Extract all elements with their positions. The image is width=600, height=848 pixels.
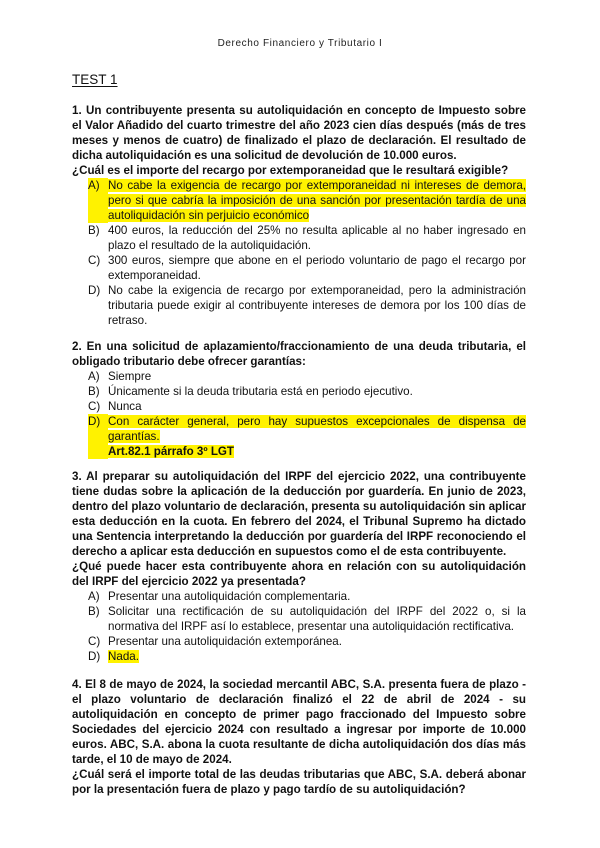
- option-letter: D): [88, 414, 108, 459]
- option-text: No cabe la exigencia de recargo por extemporaneidad, pero la administración tributaria puede exigir al contribuyente intereses de demora por los 100 días de retraso.: [108, 284, 526, 327]
- question-4-statement: 4. El 8 de mayo de 2024, la sociedad mercantil ABC, S.A. presenta fuera de plazo - el plazo voluntario de declaración finalizó el 22 de abril de 2024 - su autoliquidación en concepto de primer pago fraccionado del Impuesto sobre Sociedades del ejercicio 2024 con resultado a ingresar por importe de 10.000 euros. ABC, S.A. abona la cuota resultante de dicha autoliquidación dos días más tarde, el 10 de mayo de 2024.: [72, 678, 526, 766]
- option-letter: B): [88, 224, 100, 237]
- option-text-highlighted: No cabe la exigencia de recargo por extemporaneidad ni intereses de demora, pero si que cabría la imposición de una sanción por presentación tardía de una autoliquidación sin perjuicio económico: [108, 179, 526, 222]
- question-4-prompt: ¿Cuál será el importe total de las deudas tributarias que ABC, S.A. deberá abonar por la presentación fuera de plazo y pago tardío de su autoliquidación?: [72, 768, 526, 796]
- option-text-highlighted: Con carácter general, pero hay supuestos excepcionales de dispensa de garantías.: [108, 415, 526, 443]
- question-1-option-a: [88, 178, 526, 223]
- question-3-statement: 3. Al preparar su autoliquidación del IRPF del ejercicio 2022, una contribuyente tiene dudas sobre la aplicación de la deducción por guardería. En junio de 2023, dentro del plazo voluntario de declaración, presenta su autoliquidación sin aplicar esta deducción en la cuota. En febrero del 2024, el Tribunal Supremo ha dictado una Sentencia interpretando la deducción por guardería del IRPF reconociendo el derecho a aplicar esta deducción en supuestos como el de esta contribuyente.: [72, 470, 526, 558]
- question-1-statement: 1. Un contribuyente presenta su autoliquidación en concepto de Impuesto sobre el Valor Añadido del cuarto trimestre del año 2023 cien días después (más de tres meses y menos de cuatro) de finalizado el plazo de declaración. El resultado de dicha autoliquidación es una solicitud de devolución de 10.000 euros.: [72, 104, 526, 162]
- question-3-option-c: [88, 634, 526, 649]
- question-4-stem: [72, 677, 526, 797]
- option-text: 400 euros, la reducción del 25% no resulta aplicable al no haber ingresado en plazo el resultado de la autoliquidación.: [108, 224, 526, 252]
- option-text: Solicitar una rectificación de su autoliquidación del IRPF del 2022 o, si la normativa del IRPF así lo establece, presentar una autoliquidación rectificativa.: [108, 605, 526, 633]
- legal-reference: Art.82.1 párrafo 3º LGT: [108, 445, 235, 458]
- option-letter: C): [88, 635, 101, 648]
- question-3-option-d: [88, 649, 526, 664]
- question-2-option-a: [88, 369, 526, 384]
- question-2-option-d: [88, 414, 526, 459]
- option-letter: D): [88, 650, 101, 663]
- question-3-options: [88, 589, 526, 664]
- question-2-option-b: [88, 384, 526, 399]
- question-4: [72, 677, 526, 797]
- question-2-option-c: [88, 399, 526, 414]
- option-text: Presentar una autoliquidación complementaria.: [108, 590, 351, 603]
- option-letter: C): [88, 254, 101, 267]
- option-letter: A): [88, 370, 100, 383]
- option-letter: D): [88, 284, 101, 297]
- test-title: TEST 1: [72, 72, 118, 87]
- question-1-option-d: [88, 283, 526, 328]
- option-text: 300 euros, siempre que abone en el periodo voluntario de pago el recargo por extemporaneidad.: [108, 254, 526, 282]
- question-1-option-c: [88, 253, 526, 283]
- question-3-option-b: [88, 604, 526, 634]
- option-text: Nunca: [108, 400, 142, 413]
- question-3: [72, 469, 526, 664]
- question-3-stem: [72, 469, 526, 589]
- option-text-highlighted: Nada.: [108, 650, 139, 663]
- question-2-stem: 2. En una solicitud de aplazamiento/fraccionamiento de una deuda tributaria, el obligado tributario debe ofrecer garantías:: [72, 340, 526, 368]
- option-letter: A): [88, 590, 100, 603]
- question-3-prompt: ¿Qué puede hacer esta contribuyente ahora en relación con su autoliquidación del IRPF del ejercicio 2022 ya presentada?: [72, 560, 526, 588]
- option-letter: B): [88, 605, 100, 618]
- option-text: Únicamente si la deuda tributaria está en periodo ejecutivo.: [108, 385, 413, 398]
- question-1-stem: [72, 103, 526, 178]
- question-3-option-a: [88, 589, 526, 604]
- question-2: [72, 339, 526, 459]
- question-1: [72, 103, 526, 328]
- question-2-options: [88, 369, 526, 459]
- option-text: Siempre: [108, 370, 152, 383]
- question-1-prompt: ¿Cuál es el importe del recargo por extemporaneidad que le resultará exigible?: [72, 164, 509, 177]
- running-header: Derecho Financiero y Tributario I: [217, 38, 383, 49]
- option-text: Presentar una autoliquidación extemporánea.: [108, 635, 342, 648]
- option-letter: A): [88, 178, 108, 223]
- option-letter: B): [88, 385, 100, 398]
- option-letter: C): [88, 400, 101, 413]
- question-1-option-b: [88, 223, 526, 253]
- question-1-options: [88, 178, 526, 328]
